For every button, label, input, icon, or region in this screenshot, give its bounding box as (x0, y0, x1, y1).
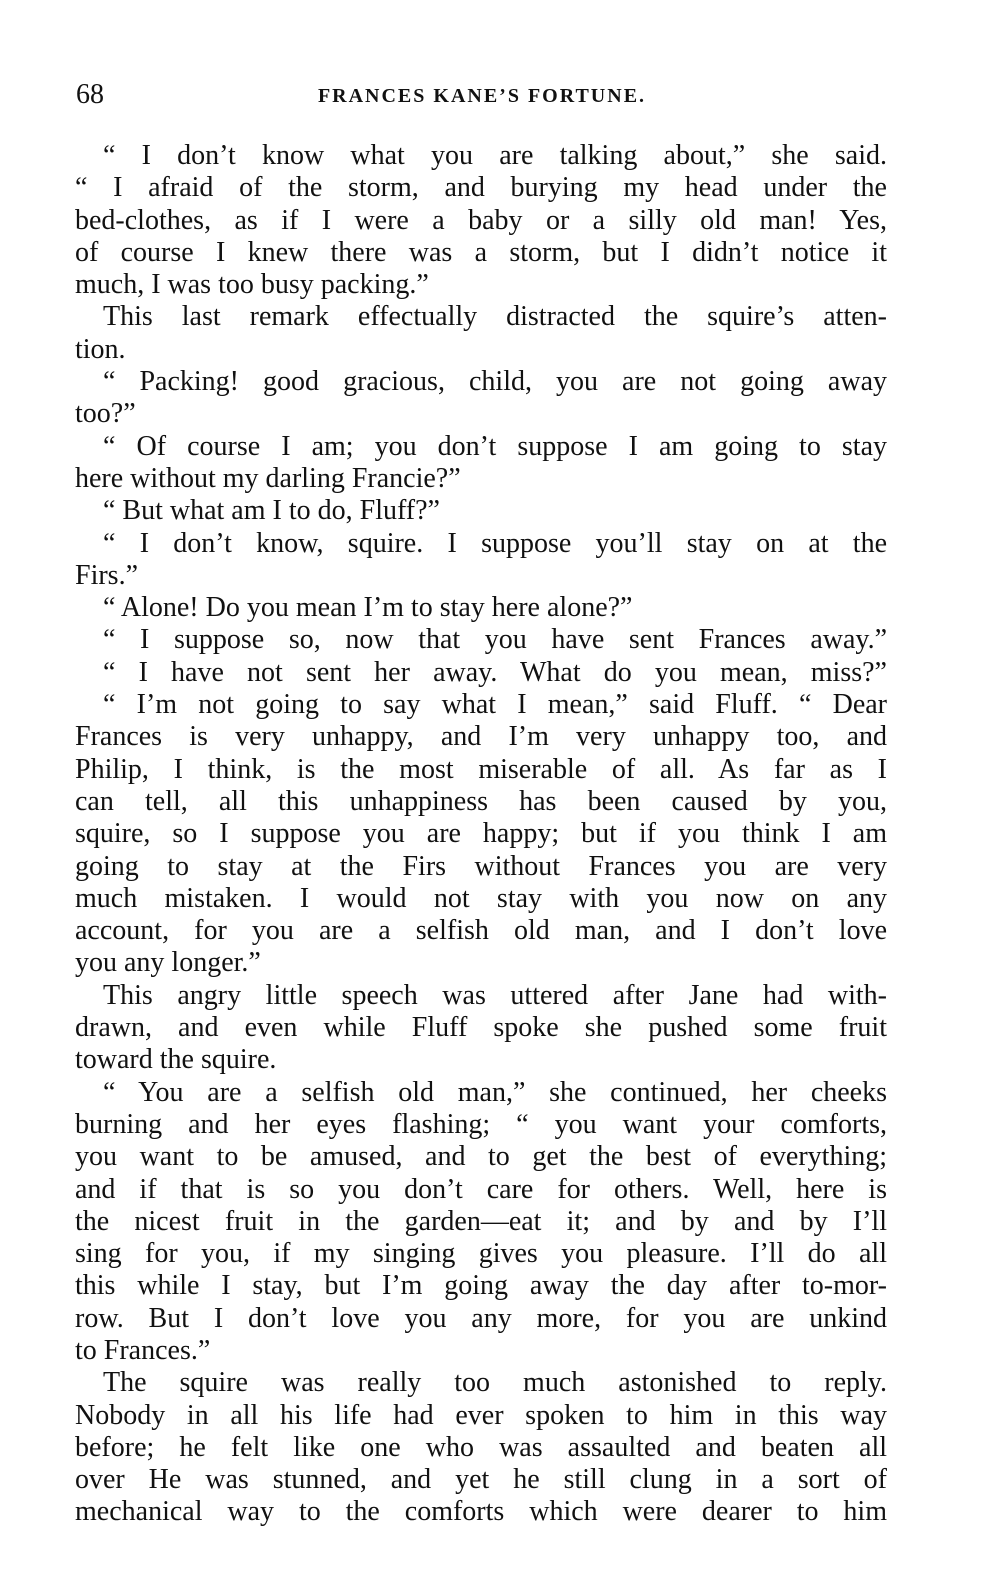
text-line: you any longer.” (75, 947, 261, 979)
text-line: you want to be amused, and to get the best of everything; (75, 1141, 887, 1173)
body-text (75, 140, 887, 1529)
text-line: of course I knew there was a storm, but I didn’t notice it (75, 236, 887, 268)
text-line: mechanical way to the comforts which were dearer to him (75, 1496, 887, 1528)
text-line: burning and her eyes flashing; “ you want your comforts, (75, 1108, 887, 1140)
text-line: This angry little speech was uttered after Jane had with- (103, 979, 887, 1011)
text-line: sing for you, if my singing gives you pleasure. I’ll do all (75, 1238, 887, 1270)
text-line: much mistaken. I would not stay with you now on any (75, 882, 887, 914)
text-line: here without my darling Francie?” (75, 462, 461, 494)
text-line: over He was stunned, and yet he still clung in a sort of (75, 1464, 887, 1496)
text-line: account, for you are a selfish old man, and I don’t love (75, 915, 887, 947)
text-line: to Frances.” (75, 1334, 211, 1366)
text-line: Philip, I think, is the most miserable of all. As far as I (75, 753, 887, 785)
text-line: bed-clothes, as if I were a baby or a silly old man! Yes, (75, 204, 887, 236)
text-line: “ I don’t know, squire. I suppose you’ll stay on at the (103, 527, 887, 559)
text-line: “ I’m not going to say what I mean,” said Fluff. “ Dear (103, 689, 887, 721)
text-line: “ I don’t know what you are talking about,” she said. (103, 140, 887, 171)
text-line: “ Of course I am; you don’t suppose I am going to stay (103, 430, 887, 462)
text-line: row. But I don’t love you any more, for you are unkind (75, 1302, 887, 1334)
text-line: “ I have not sent her away. What do you mean, miss?” (103, 656, 887, 688)
running-title: FRANCES KANE’S FORTUNE. (317, 85, 647, 107)
text-line: “ But what am I to do, Fluff?” (103, 495, 440, 527)
text-line: the nicest fruit in the garden—eat it; and by and by I’ll (75, 1205, 887, 1237)
text-line: drawn, and even while Fluff spoke she pushed some fruit (75, 1012, 887, 1044)
text-line: Firs.” (75, 559, 138, 591)
text-line: This last remark effectually distracted the squire’s atten- (103, 301, 887, 333)
page-number: 68 (76, 79, 104, 110)
text-line: squire, so I suppose you are happy; but if you think I am (75, 818, 887, 850)
text-line: “ I afraid of the storm, and burying my head under the (75, 172, 887, 204)
text-line: before; he felt like one who was assaulted and beaten all (75, 1431, 887, 1463)
text-line: “ You are a selfish old man,” she continued, her cheeks (103, 1076, 887, 1108)
text-line: too?” (75, 398, 136, 430)
text-line: The squire was really too much astonished to reply. (103, 1367, 887, 1399)
running-head (76, 78, 888, 112)
text-line: tion. (75, 333, 126, 365)
text-line: toward the squire. (75, 1044, 277, 1076)
text-line: “ Packing! good gracious, child, you are not going away (103, 366, 887, 398)
text-line: going to stay at the Firs without Frances you are very (75, 850, 887, 882)
text-line: much, I was too busy packing.” (75, 269, 429, 301)
text-line: and if that is so you don’t care for others. Well, here is (75, 1173, 887, 1205)
text-line: Frances is very unhappy, and I’m very unhappy too, and (75, 721, 887, 753)
text-line: can tell, all this unhappiness has been caused by you, (75, 785, 887, 817)
text-line: “ I suppose so, now that you have sent Frances away.” (103, 624, 887, 656)
text-line: Nobody in all his life had ever spoken to him in this way (75, 1399, 887, 1431)
text-line: “ Alone! Do you mean I’m to stay here alone?” (103, 592, 633, 624)
text-line: this while I stay, but I’m going away the day after to-mor- (75, 1270, 887, 1302)
